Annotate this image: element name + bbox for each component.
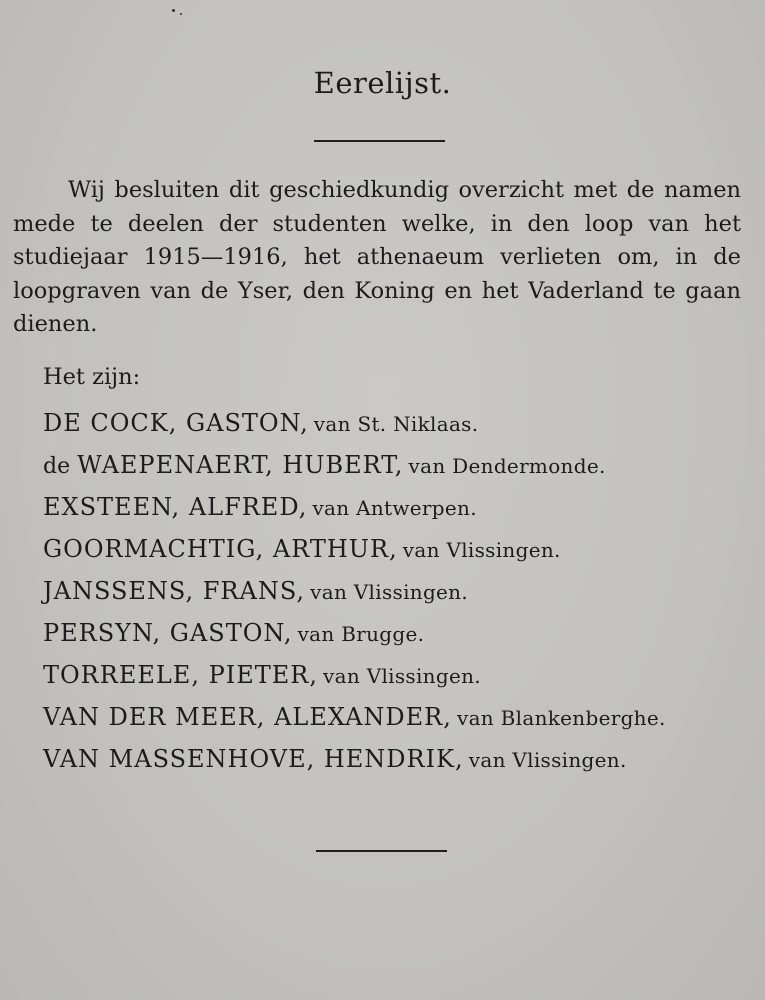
name-prefix: de — [43, 454, 78, 479]
student-name: WAEPENAERT, HUBERT, — [77, 451, 404, 479]
student-origin: van St. Niklaas. — [313, 412, 479, 436]
student-name: VAN MASSENHOVE, HENDRIK, — [43, 745, 464, 773]
student-name: TORREELE, PIETER, — [43, 661, 318, 689]
student-name: EXSTEEN, ALFRED, — [43, 493, 308, 521]
paper-speck — [172, 9, 175, 12]
list-item — [43, 616, 758, 658]
list-item — [43, 742, 758, 784]
student-name: VAN DER MEER, ALEXANDER, — [43, 703, 452, 731]
student-name: GOORMACHTIG, ARTHUR, — [43, 535, 398, 563]
list-label: Het zijn: — [43, 364, 141, 390]
page-title: Eerelijst. — [313, 66, 452, 100]
student-origin: van Brugge. — [297, 622, 425, 646]
student-origin: van Blankenberghe. — [456, 706, 666, 730]
honor-roll-list — [43, 406, 758, 784]
list-item — [43, 448, 758, 490]
intro-paragraph: Wij besluiten dit geschiedkundig overzicht met de namen mede te deelen der studenten welke, in den loop van het studiejaar 1915—1916, het athenaeum verlieten om, in de loopgraven van de Yser, den Koning en het Vaderland te gaan dienen. — [13, 177, 741, 337]
student-origin: van Vlissingen. — [323, 664, 481, 688]
student-origin: van Antwerpen. — [312, 496, 477, 520]
student-origin: van Vlissingen. — [310, 580, 469, 604]
list-item — [43, 406, 758, 448]
student-name: DE COCK, GASTON, — [43, 409, 309, 437]
list-item — [43, 574, 758, 616]
list-item — [43, 490, 758, 532]
list-item — [43, 700, 758, 742]
list-item — [43, 658, 758, 700]
student-name: JANSSENS, FRANS, — [43, 577, 306, 605]
student-origin: van Dendermonde. — [408, 454, 606, 478]
closing-divider — [316, 850, 447, 852]
title-divider — [314, 140, 445, 142]
student-origin: van Vlissingen. — [402, 538, 561, 562]
student-name: PERSYN, GASTON, — [43, 619, 293, 647]
list-item — [43, 532, 758, 574]
paper-speck — [180, 13, 182, 15]
student-origin: van Vlissingen. — [468, 748, 627, 772]
